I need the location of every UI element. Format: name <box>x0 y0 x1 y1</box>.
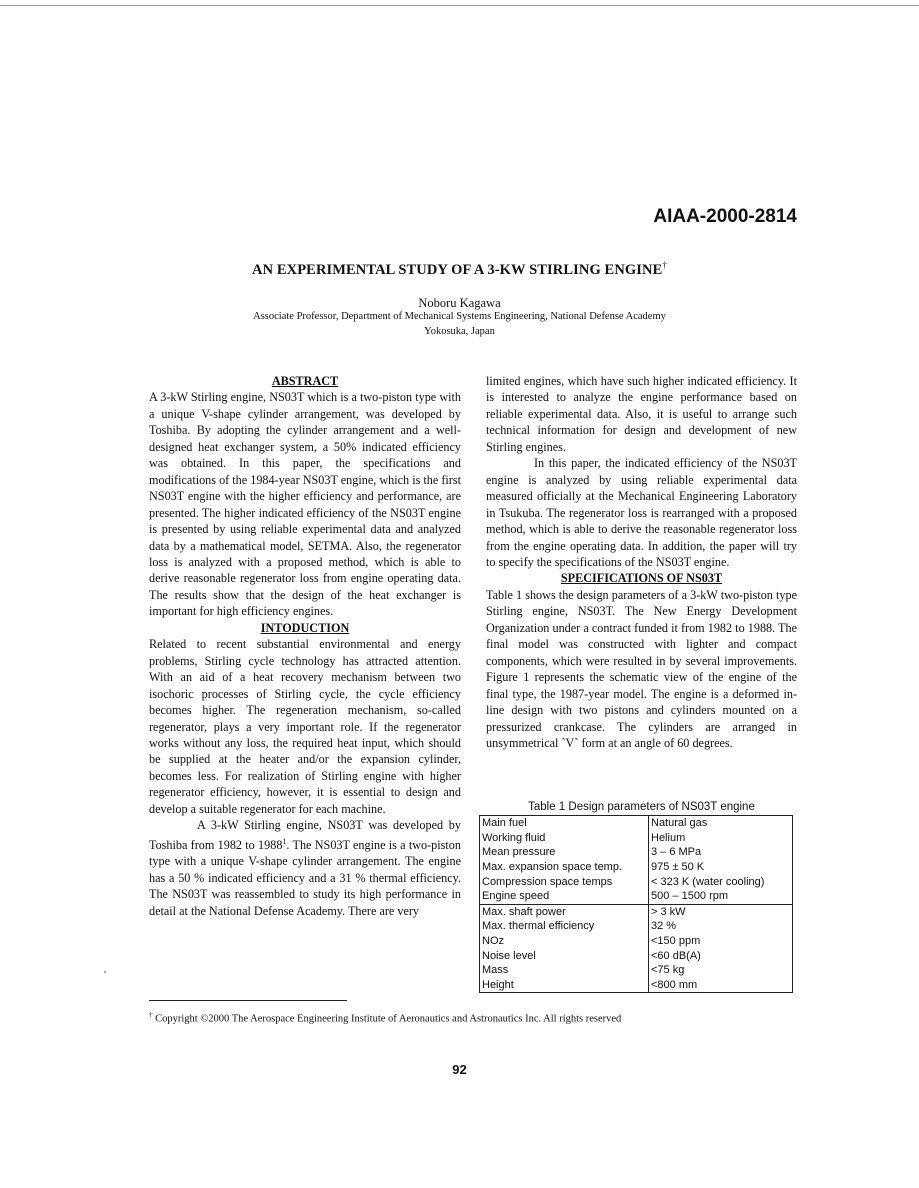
param-name: Compression space temps <box>480 874 649 889</box>
table-row <box>480 860 793 875</box>
table-row <box>480 904 793 919</box>
citation-ref-1: 1 <box>282 836 287 846</box>
author-name: Noboru Kagawa <box>418 296 501 310</box>
param-value: <800 mm <box>651 978 698 991</box>
table-row <box>480 978 793 993</box>
param-name: Max. shaft power <box>480 904 649 919</box>
footnote-divider <box>149 1000 347 1001</box>
table-row <box>480 874 793 889</box>
paper-title <box>0 260 919 279</box>
top-border-line <box>0 5 919 6</box>
intro-paragraph-2 <box>149 817 461 919</box>
title-text: AN EXPERIMENTAL STUDY OF A 3-KW STIRLING ENGINE <box>252 261 663 278</box>
scan-speck <box>104 971 106 973</box>
table-row <box>480 889 793 904</box>
left-column <box>149 373 461 919</box>
title-footnote-mark: † <box>662 260 667 270</box>
param-value: > 3 kW <box>651 905 686 918</box>
param-value: 500 – 1500 rpm <box>649 889 793 904</box>
param-value: 32 % <box>651 920 677 933</box>
param-name: Max. thermal efficiency <box>480 919 649 934</box>
table-row <box>480 919 793 934</box>
intro-p2-text-b: . The NS03T engine is a two-piston type with a unique V-shape cylinder arrangement. The engine has a 50 % indicated efficiency and a 31 % thermal efficiency. The NS03T was reassembled to study its high performance in detail at the National Defense Academy. There are very <box>149 837 461 918</box>
page-number: 92 <box>452 1062 467 1077</box>
param-value: Helium <box>651 831 686 844</box>
param-value: Natural gas <box>651 817 708 830</box>
intro-paragraph-1: Related to recent substantial environmental and energy problems, Stirling cycle technology has attracted attention. With an aid of a heat recovery mechanism between two isochoric processes of Stirling cycle, the cycle efficiency becomes higher. The regeneration mechanism, so-called regenerator, plays a very important role. If the regenerator works without any loss, the required heat input, which should be supplied at the heater and/or the expansion cylinder, becomes less. For realization of Stirling engine with higher regenerator efficiency, however, it is essential to design and develop a suitable regenerator for each machine. <box>149 637 461 816</box>
abstract-heading: ABSTRACT <box>271 374 339 388</box>
specifications-heading: SPECIFICATIONS OF NS03T <box>560 571 723 586</box>
param-name: Main fuel <box>480 816 649 831</box>
param-name: Noise level <box>480 948 649 963</box>
paper-id: AIAA-2000-2814 <box>653 206 797 227</box>
table-row <box>480 963 793 978</box>
param-value: <150 ppm <box>651 935 701 948</box>
table-caption: Table 1 Design parameters of NS03T engine <box>528 801 755 813</box>
intro-p2-text-a: A 3-kW Stirling engine, NS03T was developed by Toshiba from 1982 to 1988 <box>149 818 461 852</box>
table-row <box>480 816 793 831</box>
param-name: Mean pressure <box>480 845 649 860</box>
abstract-paragraph: A 3-kW Stirling engine, NS03T which is a two-piston type with a unique V-shape cylinder arrangement, was developed by Toshiba. By adopting the cylinder arrangement and a well-designed heat exchanger system, a 50% indicated efficiency was obtained. In this paper, the specifications and modifications of the 1984-year NS03T engine, which is the first NS03T engine with the higher efficiency and performance, are presented. The higher indicated efficiency of the NS03T engine is presented by using reliable experimental data and analyzed data by a mathematical model, SETMA. Also, the regenerator loss is analyzed with a proposed method, which is able to derive reasonable regenerator loss from engine operating data. The results show that the design of the heat exchanger is important for high efficiency engines. <box>149 390 461 619</box>
table-row <box>480 934 793 949</box>
author-affiliation: Associate Professor, Department of Mechanical Systems Engineering, National Defense Academy <box>253 311 666 322</box>
param-value: <75 kg <box>651 964 685 977</box>
param-name: Working fluid <box>480 831 649 846</box>
right-paragraph-1: limited engines, which have such higher indicated efficiency. It is interested to analyze the engine performance based on reliable experimental data. Also, it is useful to arrange such technical information for design and development of new Stirling engines. <box>486 374 797 454</box>
table-row <box>480 948 793 963</box>
right-paragraph-2: In this paper, the indicated efficiency of the NS03T engine is analyzed by using reliable experimental data measured officially at the Mechanical Engineering Laboratory in Tsukuba. The regenerator loss is rearranged with a proposed method, which is able to derive the reasonable regenerator loss from the engine operating data. In addition, the paper will try to specify the specifications of the NS03T engine. <box>486 456 797 569</box>
param-name: Max. expansion space temp. <box>480 860 649 875</box>
author-location: Yokosuka, Japan <box>424 326 495 337</box>
table-row <box>480 831 793 846</box>
param-name: Engine speed <box>480 889 649 904</box>
param-name: Height <box>480 978 649 993</box>
param-value: <60 dB(A) <box>651 949 701 962</box>
param-name: Mass <box>480 963 649 978</box>
footnote-mark: † <box>149 1011 153 1019</box>
right-paragraph-3: Table 1 shows the design parameters of a 3-kW two-piston type Stirling engine, NS03T. The New Energy Development Organization under a contract funded it from 1982 to 1988. The final model was constructed with lighter and compact components, which were resulted in by several improvements. Figure 1 represents the schematic view of the engine of the final type, the 1987-year model. The engine is a deformed in-line design with two pistons and cylinders mounted on a pressurized crankcase. The cylinders are arranged in unsymmetrical `V` form at an angle of 60 degrees. <box>486 587 797 750</box>
table-row <box>480 845 793 860</box>
param-value: 975 ± 50 K <box>651 861 705 874</box>
copyright-footnote <box>149 1011 849 1025</box>
param-value: < 323 K (water cooling) <box>651 875 765 888</box>
param-name: NOz <box>480 934 649 949</box>
param-value: 3 – 6 MPa <box>651 846 702 859</box>
right-column <box>486 373 797 751</box>
introduction-heading: INTODUCTION <box>260 620 350 635</box>
footnote-text: Copyright ©2000 The Aerospace Engineering Institute of Aeronautics and Astronautics Inc. All rights reserved <box>152 1013 622 1025</box>
design-parameters-table <box>479 815 793 993</box>
